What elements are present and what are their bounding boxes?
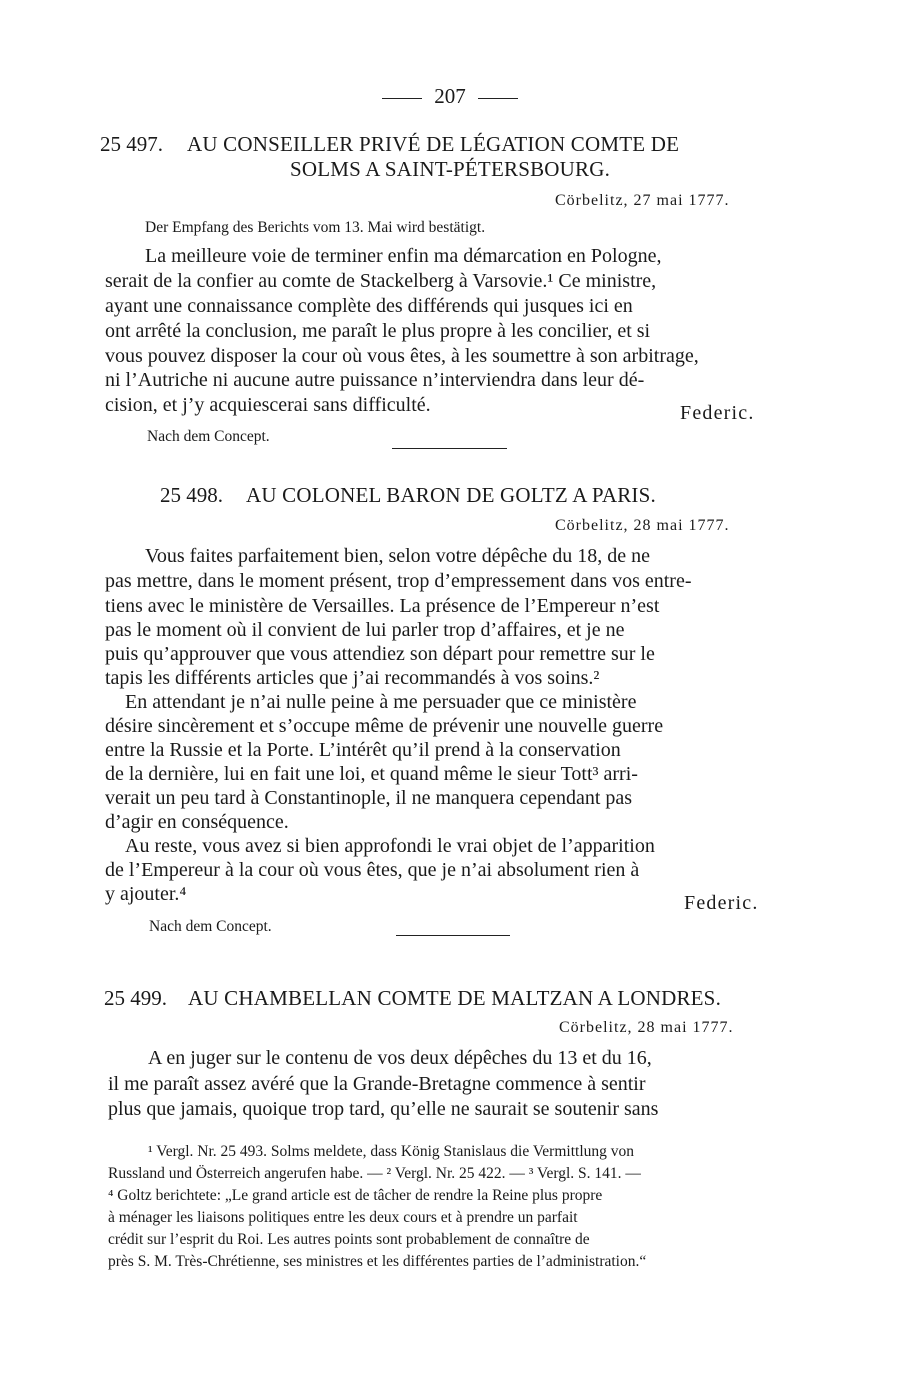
letter-1-date: 27 mai 1777.	[633, 192, 730, 209]
letter-1-line: ayant une connaissance complète des différends qui jusques ici en	[105, 295, 633, 317]
section-divider	[396, 935, 510, 936]
footnote-line: près S. M. Très-Chrétienne, ses ministres et les différentes parties de l’administration.“	[108, 1253, 647, 1270]
letter-2-line: pas le moment où il convient de lui parler trop d’affaires, et je ne	[105, 619, 625, 641]
letter-1-source: Nach dem Concept.	[147, 428, 270, 445]
letter-2-date: 28 mai 1777.	[633, 517, 730, 534]
footnote-line: ¹ Vergl. Nr. 25 493. Solms meldete, dass König Stanislaus die Vermittlung von	[148, 1143, 634, 1160]
letter-2-line: désire sincèrement et s’occupe même de prévenir une nouvelle guerre	[105, 715, 664, 737]
letter-2-line: Au reste, vous avez si bien approfondi le vrai objet de l’apparition	[125, 835, 655, 857]
page-number-dash-right	[478, 98, 518, 99]
letter-1-dateline	[555, 192, 730, 210]
letter-2-line: En attendant je n’ai nulle peine à me persuader que ce ministère	[125, 691, 637, 713]
letter-2-line: verait un peu tard à Constantinople, il ne manquera cependant pas	[105, 787, 633, 809]
letter-1-line: serait de la confier au comte de Stackelberg à Varsovie.¹ Ce ministre,	[105, 270, 657, 292]
letter-1-line: cision, et j’y acquiescerai sans difficulté.	[105, 394, 431, 416]
letter-1-title-line2: SOLMS A SAINT-PÉTERSBOURG.	[289, 157, 611, 181]
letter-2-dateline	[555, 517, 730, 535]
letter-1-number: 25 497.	[100, 132, 163, 156]
letter-2-number: 25 498.	[160, 483, 223, 507]
letter-2-line: entre la Russie et la Porte. L’intérêt qu’il prend à la conservation	[105, 739, 621, 761]
letter-2-place: Cörbelitz,	[555, 517, 629, 534]
letter-2-line: tapis les différents articles que j’ai recommandés à vos soins.²	[105, 667, 600, 689]
letter-3-place: Cörbelitz,	[559, 1019, 633, 1036]
letter-1-summary: Der Empfang des Berichts vom 13. Mai wird bestätigt.	[145, 219, 486, 236]
letter-3-date: 28 mai 1777.	[637, 1019, 734, 1036]
letter-3-line: plus que jamais, quoique trop tard, qu’elle ne saurait se soutenir sans	[108, 1098, 659, 1120]
letter-3-title: AU CHAMBELLAN COMTE DE MALTZAN A LONDRES.	[188, 986, 722, 1010]
letter-3-dateline	[559, 1019, 734, 1037]
page-number-dash-left	[382, 98, 422, 99]
letter-2-line: pas mettre, dans le moment présent, trop d’empressement dans vos entre-	[105, 570, 692, 592]
letter-2-line: de la dernière, lui en fait une loi, et quand même le sieur Tott³ arri-	[105, 763, 638, 785]
letter-2-signature: Federic.	[684, 892, 759, 914]
letter-2-line: y ajouter.⁴	[105, 883, 187, 905]
section-divider	[392, 448, 507, 449]
letter-2-line: Vous faites parfaitement bien, selon votre dépêche du 18, de ne	[145, 545, 651, 567]
letter-1-line: ont arrêté la conclusion, me paraît le plus propre à les concilier, et si	[105, 320, 651, 342]
letter-2-title: AU COLONEL BARON DE GOLTZ A PARIS.	[246, 483, 656, 507]
letter-1-line: vous pouvez disposer la cour où vous êtes, à les soumettre à son arbitrage,	[105, 345, 699, 367]
footnote-line: Russland und Österreich angerufen habe. — ² Vergl. Nr. 25 422. — ³ Vergl. S. 141. —	[108, 1165, 641, 1182]
letter-1-line: La meilleure voie de terminer enfin ma démarcation en Pologne,	[145, 245, 662, 267]
letter-1-signature: Federic.	[680, 402, 755, 424]
page-number-text: 207	[434, 84, 466, 108]
letter-3-line: il me paraît assez avéré que la Grande-Bretagne commence à sentir	[108, 1073, 646, 1095]
letter-1-line: ni l’Autriche ni aucune autre puissance n’interviendra dans leur dé-	[105, 369, 645, 391]
footnote-line: crédit sur l’esprit du Roi. Les autres points sont probablement de connaître de	[108, 1231, 590, 1248]
letter-2-line: de l’Empereur à la cour où vous êtes, que je n’ai absolument rien à	[105, 859, 640, 881]
letter-3-line: A en juger sur le contenu de vos deux dépêches du 13 et du 16,	[148, 1047, 652, 1069]
footnote-line: à ménager les liaisons politiques entre les deux cours et à prendre un parfait	[108, 1209, 578, 1226]
letter-2-line: puis qu’approuver que vous attendiez son départ pour remettre sur le	[105, 643, 655, 665]
letter-2-source: Nach dem Concept.	[149, 918, 272, 935]
page-number	[0, 84, 900, 109]
letter-1-place: Cörbelitz,	[555, 192, 629, 209]
letter-3-number: 25 499.	[104, 986, 167, 1010]
letter-2-line: tiens avec le ministère de Versailles. La présence de l’Empereur n’est	[105, 595, 660, 617]
footnote-line: ⁴ Goltz berichtete: „Le grand article est de tâcher de rendre la Reine plus propre	[108, 1187, 603, 1204]
letter-1-title-line1: AU CONSEILLER PRIVÉ DE LÉGATION COMTE DE	[187, 132, 680, 156]
letter-2-line: d’agir en conséquence.	[105, 811, 289, 833]
